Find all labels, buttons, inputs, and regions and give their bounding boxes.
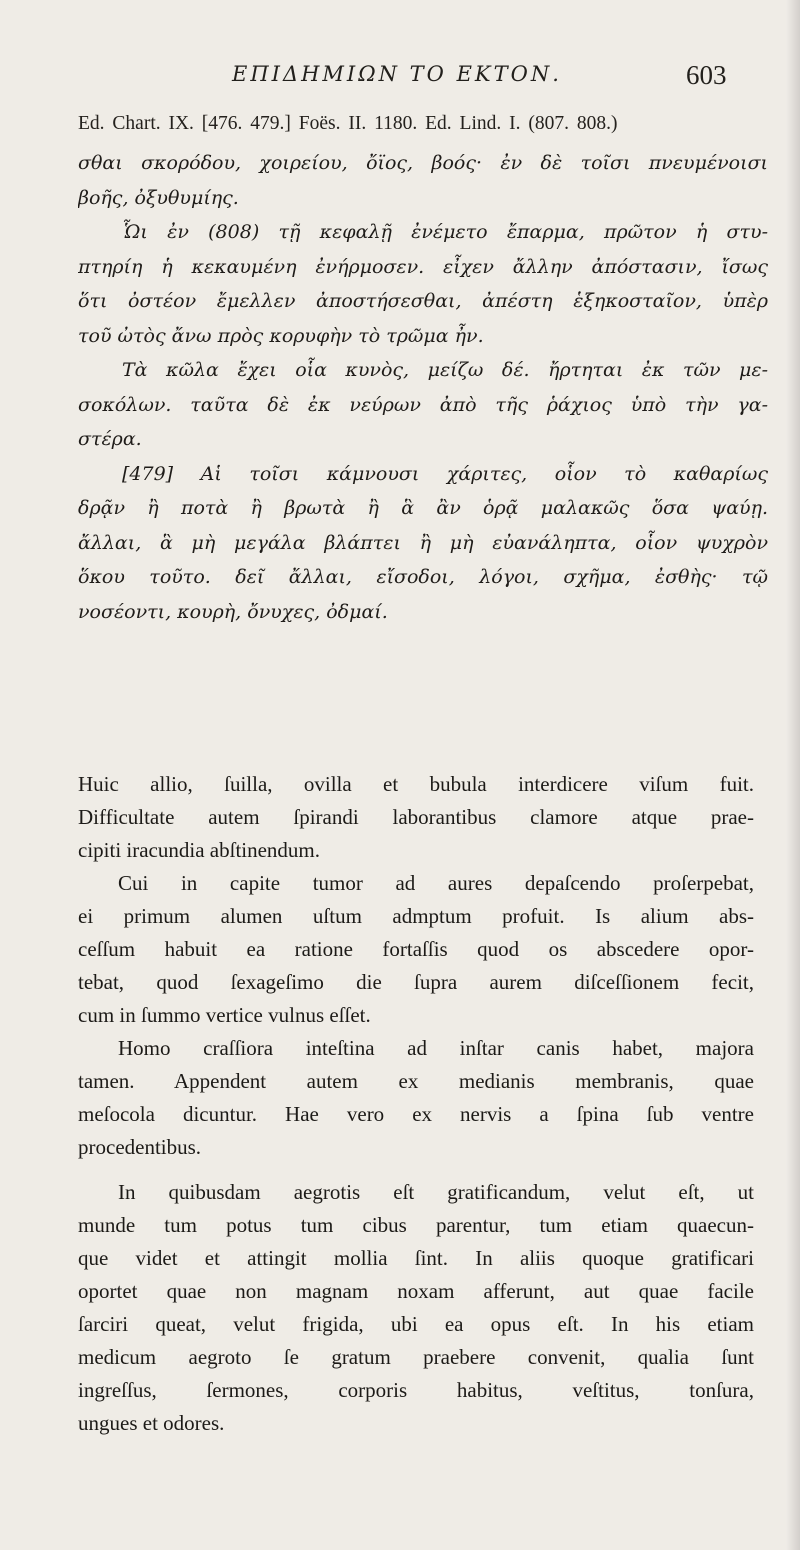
greek-line: Ὧι ἐν (808) τῇ κεφαλῇ ἐνέμετο ἔπαρμα, πρῶτον ἡ στυ- bbox=[122, 221, 768, 243]
greek-line: ὅτι ὀστέον ἔμελλεν ἀποστήσεσθαι, ἀπέστη ἑξηκοσταῖον, ὑπὲρ bbox=[78, 290, 768, 312]
greek-line: [479] Αἱ τοῖσι κάμνουσι χάριτες, οἷον τὸ καθαρίως bbox=[122, 462, 768, 485]
latin-line: Homo craſſiora inteſtina ad inſtar canis habet, majora bbox=[118, 1036, 754, 1060]
greek-line: δρᾷν ἢ ποτὰ ἢ βρωτὰ ἢ ἃ ἂν ὁρᾷ μαλακῶς ὅσα ψαύῃ. bbox=[78, 497, 768, 519]
latin-line: ungues et odores. bbox=[78, 1411, 225, 1435]
page-number: 603 bbox=[686, 60, 727, 90]
running-header bbox=[0, 62, 800, 102]
greek-line: Τὰ κῶλα ἔχει οἷα κυνὸς, μείζω δέ. ἤρτηται ἐκ τῶν με- bbox=[122, 359, 768, 381]
greek-line: πτηρίη ἡ κεκαυμένη ἐνήρμοσεν. εἶχεν ἄλλην ἀπόστασιν, ἴσως bbox=[78, 255, 768, 278]
latin-line: ingreſſus, ſermones, corporis habitus, veſtitus, tonſura, bbox=[78, 1378, 754, 1402]
greek-line: σθαι σκορόδου, χοιρείου, ὄϊος, βοός· ἐν δὲ τοῖσι πνευμένοισι bbox=[78, 152, 768, 174]
latin-line: que videt et attingit mollia ſint. In aliis quoque gratificari bbox=[78, 1246, 754, 1270]
greek-line: ὅκου τοῦτο. δεῖ ἄλλαι, εἴσοδοι, λόγοι, σχῆμα, ἐσθὴς· τῷ bbox=[78, 566, 768, 588]
latin-line: Huic allio, ſuilla, ovilla et bubula interdicere viſum fuit. bbox=[78, 772, 754, 796]
latin-line: munde tum potus tum cibus parentur, tum etiam quaecun- bbox=[78, 1213, 754, 1237]
greek-line: νοσέοντι, κουρὴ, ὄνυχες, ὀδμαί. bbox=[78, 600, 388, 623]
greek-line: τοῦ ὠτὸς ἄνω πρὸς κορυφὴν τὸ τρῶμα ἦν. bbox=[78, 324, 484, 347]
latin-line: medicum aegroto ſe gratum praebere convenit, qualia ſunt bbox=[78, 1345, 754, 1369]
latin-line: ſarciri queat, velut frigida, ubi ea opus eſt. In his etiam bbox=[78, 1312, 754, 1336]
latin-line: meſocola dicuntur. Hae vero ex nervis a ſpina ſub ventre bbox=[78, 1102, 754, 1126]
latin-line: cipiti iracundia abſtinendum. bbox=[78, 838, 321, 862]
paragraph-gap bbox=[78, 1164, 754, 1176]
greek-line: ἄλλαι, ἃ μὴ μεγάλα βλάπτει ἢ μὴ εὐανάληπτα, οἷον ψυχρὸν bbox=[78, 531, 768, 554]
edition-reference-line: Ed. Chart. IX. [476. 479.] Foës. II. 1180. Ed. Lind. I. (807. 808.) bbox=[78, 113, 618, 134]
latin-line: oportet quae non magnam noxam afferunt, aut quae facile bbox=[78, 1279, 754, 1303]
latin-line: tebat, quod ſexageſimo die ſupra aurem diſceſſionem fecit, bbox=[78, 970, 754, 994]
latin-line: ei primum alumen uſtum admptum profuit. Is alium abs- bbox=[78, 904, 754, 928]
latin-line: tamen. Appendent autem ex medianis membranis, quae bbox=[78, 1069, 754, 1093]
latin-line: In quibusdam aegrotis eſt gratificandum, velut eſt, ut bbox=[118, 1180, 754, 1204]
latin-line: cum in ſummo vertice vulnus eſſet. bbox=[78, 1003, 371, 1027]
greek-line: βοῆς, ὀξυθυμίης. bbox=[78, 186, 239, 209]
greek-line: σοκόλων. ταῦτα δὲ ἐκ νεύρων ἀπὸ τῆς ῥάχιος ὑπὸ τὴν γα- bbox=[78, 393, 768, 416]
latin-line: ceſſum habuit ea ratione fortaſſis quod os abscedere opor- bbox=[78, 937, 754, 961]
page-edge-shadow bbox=[786, 0, 800, 1550]
latin-line: Cui in capite tumor ad aures depaſcendo proſerpebat, bbox=[118, 871, 754, 895]
latin-line: procedentibus. bbox=[78, 1135, 202, 1159]
greek-line: στέρα. bbox=[78, 428, 142, 450]
running-title: ΕΠΙΔΗΜΙΩΝ ΤΟ ΕΚΤΟΝ. bbox=[232, 62, 562, 86]
latin-translation-block bbox=[78, 768, 754, 1440]
greek-text-block bbox=[78, 146, 768, 629]
latin-line: Difficultate autem ſpirandi laborantibus clamore atque prae- bbox=[78, 805, 754, 829]
